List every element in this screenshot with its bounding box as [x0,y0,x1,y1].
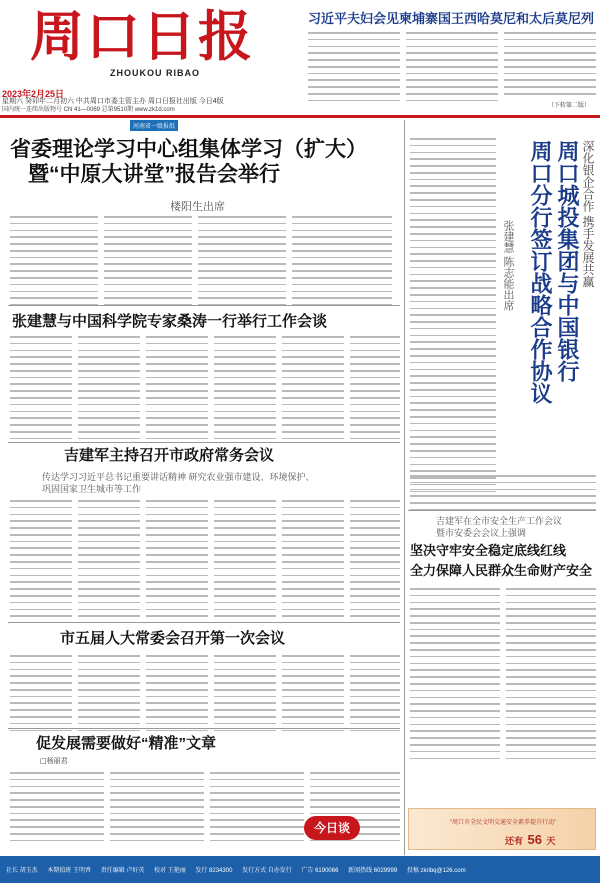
countdown-label: 还有 [505,836,524,846]
footer-items [0,856,600,874]
footer-item: 广告 6190066 [301,868,339,874]
story3-text-col-5 [282,500,344,622]
issue-date: 2023年2月25日 [2,89,65,99]
footer-item: 发行 8234300 [195,868,233,874]
story3-sub-2: 巩固国家卫生城市等工作 [42,484,142,494]
lead-headline-1[interactable]: 省委理论学习中心组集体学习（扩大） [10,138,367,161]
story2-text-col-2 [78,336,140,445]
story4-text-col-6 [350,655,400,736]
story2-text-col-3 [146,336,208,445]
continued-note: （下转第二版） [548,102,591,109]
safety-headline-1[interactable]: 坚决守牢安全稳定底线红线 [410,543,567,558]
newspaper-pinyin: ZHOUKOU RIBAO [110,68,200,78]
story2-headline[interactable]: 张建慧与中国科学院专家桑涛一行举行工作会谈 [12,313,328,330]
divider [8,728,400,729]
lead-text-col-3 [198,216,286,311]
column-headline[interactable]: 促发展需要做好“精准”文章 [36,735,217,752]
safety-headline-2[interactable]: 全力保障人民群众生命财产安全 [410,563,593,578]
lead-text-col-2 [104,216,192,311]
story4-text-col-4 [214,655,276,736]
masthead-rule [0,115,600,118]
lead-text-col-4 [292,216,392,311]
divider [8,442,400,443]
promo-caption: “周口市全民文明交通安全素养提升行动” [450,820,556,826]
top-right-text-col-3 [504,32,596,100]
story3-text-col-2 [78,500,140,622]
safety-text-col-1 [410,588,500,764]
footer-bar [0,856,600,883]
story3-text-col-4 [214,500,276,622]
grade-tag: 河南省一级报纸 [130,120,178,131]
date-block [2,82,302,99]
column-text-col-1 [10,772,104,847]
footer-item: 发行方式 自办发行 [242,868,292,874]
lead-text-col-1 [10,216,98,311]
countdown-unit: 天 [546,836,556,846]
lead-subhead: 楼阳生出席 [170,201,225,213]
footer-item: 本期值班 王明香 [47,868,92,874]
top-right-text-col-2 [406,32,498,107]
lead-headline-2[interactable]: 暨“中原大讲堂”报告会举行 [28,163,280,186]
column-byline: □杨丽君 [40,757,68,765]
newspaper-title: 周口日报 [30,4,254,68]
story4-text-col-1 [10,655,72,736]
right-story-headline-1[interactable]: 周口城投集团与中国银行 [555,140,580,382]
right-story-kicker: 深化银企合作 携手发展共赢 [581,140,595,288]
today-talk-badge: 今日谈 [304,816,360,840]
countdown [505,831,593,847]
footer-item: 新闻热线 6029999 [348,868,398,874]
story4-headline[interactable]: 市五届人大常委会召开第一次会议 [60,630,286,647]
right-story-attendees: 张建慧 陈志能出席 [502,220,514,312]
story3-sub-1: 传达学习习近平总书记重要讲话精神 研究农业强市建设、环境保护、 [42,472,315,482]
safety-kicker-2: 暨市安委会会议上强调 [436,528,527,538]
footer-item[interactable]: 投稿 zkribq@126.com [406,868,466,874]
right-story-headline-2[interactable]: 周口分行签订战略合作协议 [528,140,553,404]
issue-line: 国内统一连续出版物号 CN 41—0069 总第9510期 www.zk1d.com [2,107,175,113]
story4-text-col-3 [146,655,208,736]
divider [408,510,596,511]
weekday-line: 星期六 癸卯年二月初六 中共周口市委主管主办 周口日报社出版 今日4版 [2,98,224,105]
story2-text-col-1 [10,336,72,445]
story3-text-col-1 [10,500,72,622]
column-divider [404,120,405,855]
footer-item: 社长 胡玉杰 [6,868,38,874]
divider [8,305,400,306]
story3-headline[interactable]: 吉建军主持召开市政府常务会议 [64,447,275,464]
right-story-text-col [410,138,496,497]
safety-kicker-1: 吉建军在全市安全生产工作会议 [436,516,563,526]
story2-text-col-5 [282,336,344,445]
top-right-headline[interactable]: 习近平夫妇会见柬埔寨国王西哈莫尼和太后莫尼列 [308,11,595,26]
column-text-col-3 [210,772,304,847]
countdown-value: 56 [527,832,542,847]
story2-text-col-4 [214,336,276,445]
safety-text-col-2 [506,588,596,764]
promo-banner[interactable] [408,808,596,850]
footer-item: 责任编辑 卢好英 [100,868,145,874]
story3-text-col-3 [146,500,208,622]
story2-text-col-6 [350,336,400,445]
story4-text-col-5 [282,655,344,736]
column-text-col-2 [110,772,204,847]
top-right-text-col-1 [308,32,400,107]
divider [8,622,400,623]
story4-text-col-2 [78,655,140,736]
top-right-story [308,8,596,27]
footer-item: 校对 王艳丽 [154,868,186,874]
story3-text-col-6 [350,500,400,622]
